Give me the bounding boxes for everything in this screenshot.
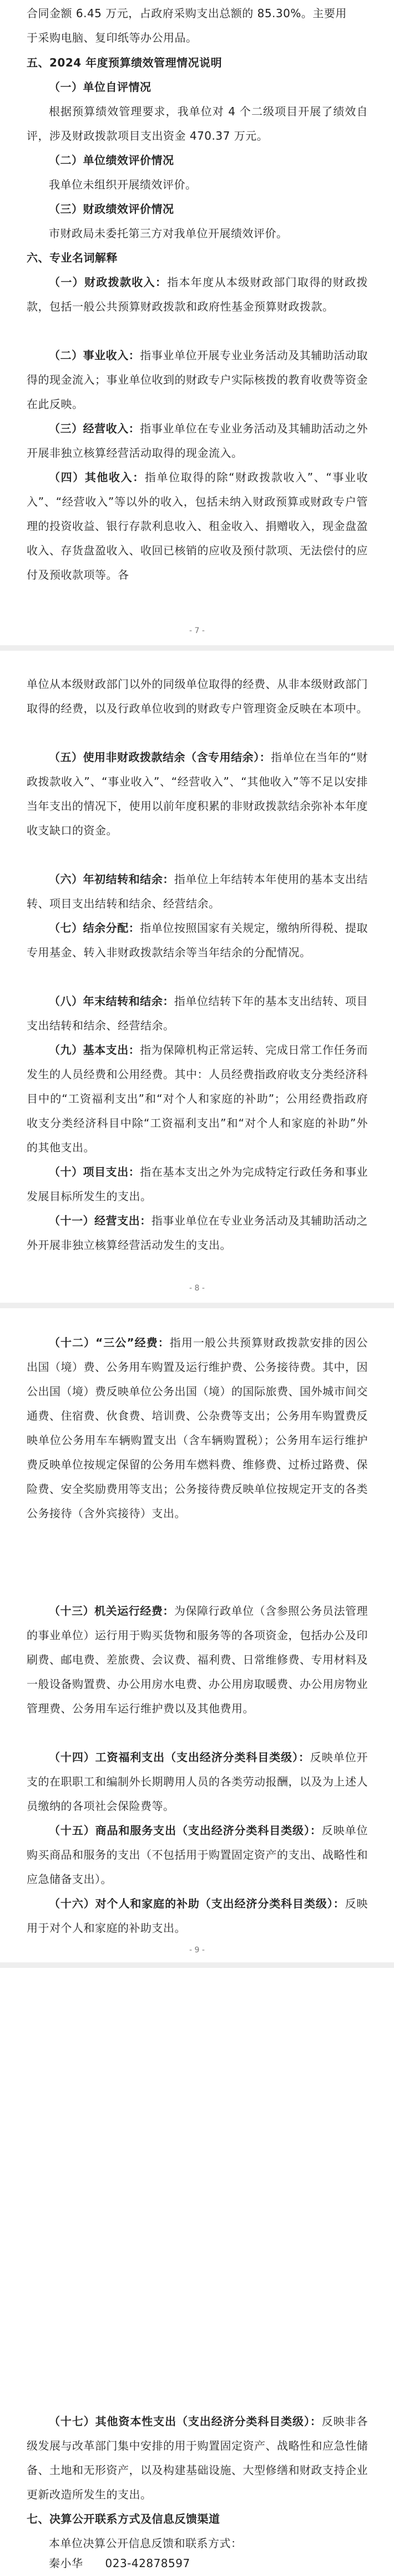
term-17-label: （十七）其他资本性支出（支出经济分类科目类级）： [49,2415,322,2428]
term-10-body: 指在基本支出之外为完成特定行政任务和事业发展目标所发生的支出。 [27,1165,368,1203]
term-7-body: 指单位按照国家有关规定，缴纳所得税、提取专用基金、转入非财政拨款结余等当年结余的分配情况。 [27,921,368,959]
term-11 [27,1208,368,1257]
term-9-body: 指为保障机构正常运转、完成日常工作任务而发生的人员经费和公用经费。其中：人员经费指政府收支分类经济科目中的“工资福利支出”和“对个人和家庭的补助”；公用经费指政府收支分类经济科目中除“工资福利支出”和“对个人和家庭的补助”外的其他支出。 [27,1043,368,1154]
page-separator [0,645,394,651]
term-14 [27,1745,368,1818]
term-5-body: 指单位在当年的“财政拨款收入”、“事业收入”、“经营收入”、“其他收入”等不足以安排当年支出的情况下，使用以前年度积累的非财政拨款结余弥补本年度收支缺口的资金。 [27,751,368,837]
subheading-self-evaluation: （一）单位自评情况 [49,80,151,94]
term-16-label: （十六）对个人和家庭的补助（支出经济分类科目类级）： [49,1897,345,1910]
term-12-label: （十二）“三公”经费： [49,1336,170,1349]
section-heading-5: 五、2024 年度预算绩效管理情况说明 [27,56,223,69]
section-heading-6: 六、专业名词解释 [27,251,118,264]
term-1-label: （一）财政拨款收入： [49,276,168,289]
term-9 [27,1038,368,1160]
term-3-body: 指事业单位在专业业务活动及其辅助活动之外开展非独立核算经营活动取得的现金流入。 [27,422,368,460]
page-number-9: - 9 - [189,1946,205,1955]
term-9-label: （九）基本支出： [49,1043,140,1057]
document-page-3 [0,1308,394,1962]
document-page-1 [0,0,394,645]
term-12-body: 指用一般公共预算财政拨款安排的因公出国（境）费、公务用车购置及运行维护费、公务接待费。其中，因公出国（境）费反映单位公务出国（境）的国际旅费、国外城市间交通费、住宿费、伙食费、培训费、公杂费等支出；公务用车购置费反映单位公务用车车辆购置支出（含车辆购置税）；公务用车运行维护费反映单位按规定保留的公务用车燃料费、维修费、过桥过路费、保险费、安全奖励费用等支出；公务接待费反映单位按规定开支的各类公务接待（含外宾接待）支出。 [27,1336,368,1520]
term-4-body: 指单位取得的除“财政拨款收入”、“事业收入”、“经营收入”等以外的收入，包括未纳入财政预算或财政专户管理的投资收益、银行存款利息收入、租金收入、捐赠收入，现金盘盈收入、存货盘盈收入、收回已核销的应收及预付款项、无法偿付的应付及预收款项等。各 [27,471,368,581]
term-14-label: （十四）工资福利支出（支出经济分类科目类级）： [49,1751,310,1764]
subheading-unit-evaluation: （二）单位绩效评价情况 [49,154,174,167]
term-4-label: （四）其他收入： [49,471,145,484]
term-17-body: 反映非各级发展与改革部门集中安排的用于购置固定资产、战略性和应急性储备、土地和无形资产，以及构建基础设施、大型修缮和财政支持企业更新改造所发生的支出。 [27,2415,368,2501]
term-6 [27,867,368,916]
term-15-label: （十五）商品和服务支出（支出经济分类科目类级）： [49,1824,322,1837]
term-16-body: 反映用于对个人和家庭的补助支出。 [27,1897,368,1935]
term-17 [27,2409,368,2507]
subheading-finance-evaluation: （三）财政绩效评价情况 [49,202,174,216]
term-1 [27,270,368,319]
term-16 [27,1891,368,1940]
procurement-line-2: 于采购电脑、复印纸等办公用品。 [27,31,198,44]
document-page-2 [0,651,394,1303]
term-15-body: 反映单位购买商品和服务的支出（不包括用于购置固定资产的支出、战略性和应急储备支出）。 [27,1824,368,1886]
term-13 [27,1599,368,1721]
term-12 [27,1330,368,1526]
term-3-label: （三）经营收入： [49,422,140,435]
term-8 [27,989,368,1038]
term-6-body: 指单位上年结转本年使用的基本支出结转、项目支出结转和结余、经营结余。 [27,873,368,910]
term-8-body: 指单位结转下年的基本支出结转、项目支出结转和结余、经营结余。 [27,994,368,1032]
page-separator [0,1962,394,1968]
contact-name: 秦小华 [49,2557,83,2570]
page-number-8: - 8 - [189,1284,205,1293]
term-10-label: （十）项目支出： [49,1165,140,1179]
procurement-line-1: 合同金额 6.45 万元，占政府采购支出总额的 85.30%。主要用 [27,7,347,20]
paragraph-finance-evaluation: 市财政局未委托第三方对我单位开展绩效评价。 [49,227,288,240]
term-2-body: 指事业单位开展专业业务活动及其辅助活动取得的现金流入；事业单位收到的财政专户实际核拨的教育收费等资金在此反映。 [27,349,368,411]
page-separator [0,1303,394,1308]
contact-phone: 023-42878597 [105,2557,190,2570]
term-7 [27,916,368,965]
term-2-label: （二）事业收入： [49,349,140,362]
section-heading-7: 七、决算公开联系方式及信息反馈渠道 [27,2512,220,2526]
term-4-continued: 单位从本级财政部门以外的同级单位取得的经费、从非本级财政部门取得的经费，以及行政单位收到的财政专户管理资金反映在本项中。 [27,677,368,715]
term-11-label: （十一）经营支出： [49,1214,151,1227]
term-6-label: （六）年初结转和结余： [49,873,174,886]
term-1-body: 指本年度从本级财政部门取得的财政拨款，包括一般公共预算财政拨款和政府性基金预算财政拨款。 [27,276,368,313]
term-2 [27,343,368,416]
term-8-label: （八）年末结转和结余： [49,994,174,1008]
contact-details [27,2551,368,2575]
paragraph-procurement [27,1,368,50]
term-5 [27,745,368,843]
term-13-label: （十三）机关运行经费： [49,1604,174,1618]
term-7-label: （七）结余分配： [49,921,140,935]
document-page-4 [0,1968,394,2576]
paragraph-self-evaluation: 根据预算绩效管理要求，我单位对 4 个二级项目开展了绩效自评，涉及财政拨款项目支出资金 470.37 万元。 [27,105,368,142]
page-number-7: - 7 - [189,626,205,635]
term-4 [27,465,368,587]
term-5-label: （五）使用非财政拨款结余（含专用结余）： [49,751,271,764]
paragraph-unit-evaluation: 我单位未组织开展绩效评价。 [49,178,197,191]
contact-intro: 本单位决算公开信息反馈和联系方式： [49,2537,243,2550]
term-10 [27,1160,368,1208]
term-15 [27,1818,368,1891]
term-3 [27,416,368,465]
term-14-body: 反映单位开支的在职职工和编制外长期聘用人员的各类劳动报酬，以及为上述人员缴纳的各项社会保险费等。 [27,1751,368,1813]
term-13-body: 为保障行政单位（含参照公务员法管理的事业单位）运行用于购买货物和服务等的各项资金，包括办公及印刷费、邮电费、差旅费、会议费、福利费、日常维修费、专用材料及一般设备购置费、办公用房水电费、办公用房取暖费、办公用房物业管理费、公务用车运行维护费以及其他费用。 [27,1604,368,1715]
term-11-body: 指事业单位在专业业务活动及其辅助活动之外开展非独立核算经营活动发生的支出。 [27,1214,368,1252]
